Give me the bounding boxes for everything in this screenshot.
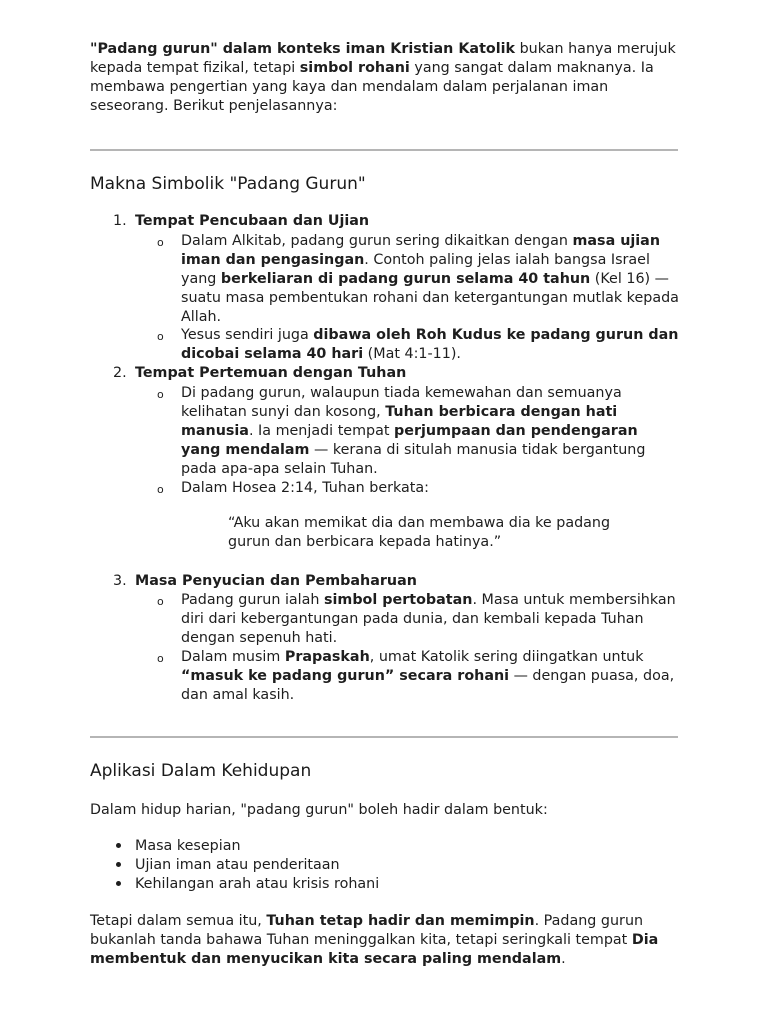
divider-rule <box>90 149 678 151</box>
sub-bullet-icon: o <box>157 595 164 608</box>
sub-text: Dalam musim <box>181 649 285 665</box>
intro-bold-symbol: simbol rohani <box>299 60 410 76</box>
sub-bold: simbol pertobatan <box>324 592 473 608</box>
sub-bold: berkeliaran di padang gurun selama 40 tahun <box>220 271 591 287</box>
list-number: 2. <box>113 365 127 381</box>
intro-bold-subject: "Padang gurun" dalam konteks iman Kristian Katolik <box>90 41 516 57</box>
sub-bold: perjumpaan dan pendengaran yang mendalam <box>181 423 638 458</box>
list-item-title: Masa Penyucian dan Pembaharuan <box>135 573 417 589</box>
bullet-icon <box>116 881 124 889</box>
list-number: 3. <box>113 573 127 589</box>
closing-text: . <box>561 951 566 967</box>
sub-bullet-icon: o <box>157 330 164 343</box>
scripture-quote: “Aku akan memikat dia dan membawa dia ke padang gurun dan berbicara kepada hatinya.” <box>228 515 611 550</box>
bullet-icon <box>116 843 124 851</box>
sub-bold: Tuhan berbicara dengan hati manusia <box>181 404 618 439</box>
sub-bullet-icon: o <box>157 236 164 249</box>
sub-bold: dibawa oleh Roh Kudus ke padang gurun dan dicobai selama 40 hari <box>181 327 679 362</box>
bullet-item: Masa kesepian <box>135 838 241 854</box>
sub-text: . Contoh paling jelas ialah bangsa Israel yang <box>181 252 650 287</box>
sub-text: Di padang gurun, walaupun tiada kemewahan dan semuanya kelihatan sunyi dan kosong, <box>181 385 622 420</box>
sub-list-item <box>181 591 681 648</box>
sub-bold: “masuk ke padang gurun” secara rohani <box>181 668 510 684</box>
divider-rule <box>90 736 678 738</box>
closing-text: Tetapi dalam semua itu, <box>90 913 267 929</box>
sub-text: — dengan puasa, doa, dan amal kasih. <box>181 668 675 703</box>
bullet-item: Ujian iman atau penderitaan <box>135 857 340 873</box>
closing-text: . Padang gurun bukanlah tanda bahawa Tuhan meninggalkan kita, tetapi seringkali tempat <box>90 913 644 948</box>
closing-bold: Tuhan tetap hadir dan memimpin <box>266 913 535 929</box>
sub-list-item: Dalam Hosea 2:14, Tuhan berkata: <box>181 480 429 496</box>
sub-list-item <box>181 648 681 705</box>
sub-bold: Prapaskah <box>284 649 370 665</box>
sub-bullet-icon: o <box>157 388 164 401</box>
sub-text: , umat Katolik sering diingatkan untuk <box>369 649 644 665</box>
intro-text: yang sangat dalam maknanya. Ia membawa pengertian yang kaya dan mendalam dalam perjalanan iman seseorang. Berikut penjelasannya: <box>90 60 654 114</box>
list-number: 1. <box>113 213 127 229</box>
bullet-item: Kehilangan arah atau krisis rohani <box>135 876 380 892</box>
sub-text: . Masa untuk membersihkan diri dari kebergantungan pada dunia, dan kembali kepada Tuhan dengan sepenuh hati. <box>181 592 676 646</box>
application-lead: Dalam hidup harian, "padang gurun" boleh hadir dalam bentuk: <box>90 802 548 818</box>
list-item-title: Tempat Pertemuan dengan Tuhan <box>135 365 407 381</box>
closing-bold: Dia membentuk dan menyucikan kita secara paling mendalam <box>90 932 659 967</box>
intro-text: bukan hanya merujuk kepada tempat fizikal, tetapi <box>90 41 676 76</box>
bullet-icon <box>116 862 124 870</box>
sub-text: Yesus sendiri juga <box>181 327 314 343</box>
sub-text: . Ia menjadi tempat <box>248 423 395 439</box>
sub-bullet-icon: o <box>157 483 164 496</box>
closing-paragraph <box>90 912 680 969</box>
sub-bold: masa ujian iman dan pengasingan <box>181 233 661 268</box>
sub-list-item <box>181 384 681 479</box>
section-heading-symbolic-meaning: Makna Simbolik "Padang Gurun" <box>90 174 366 194</box>
sub-list-item <box>181 326 681 364</box>
sub-list-item <box>181 232 681 327</box>
intro-paragraph <box>90 40 680 116</box>
sub-text: (Mat 4:1-11). <box>363 346 461 362</box>
section-heading-application: Aplikasi Dalam Kehidupan <box>90 761 312 781</box>
sub-text: Dalam Alkitab, padang gurun sering dikaitkan dengan <box>181 233 573 249</box>
sub-text: — kerana di situlah manusia tidak bergantung pada apa-apa selain Tuhan. <box>181 442 646 477</box>
sub-text: Padang gurun ialah <box>181 592 325 608</box>
sub-text: (Kel 16) — suatu masa pembentukan rohani dan ketergantungan mutlak kepada Allah. <box>181 271 679 325</box>
list-item-title: Tempat Pencubaan dan Ujian <box>135 213 370 229</box>
sub-bullet-icon: o <box>157 652 164 665</box>
